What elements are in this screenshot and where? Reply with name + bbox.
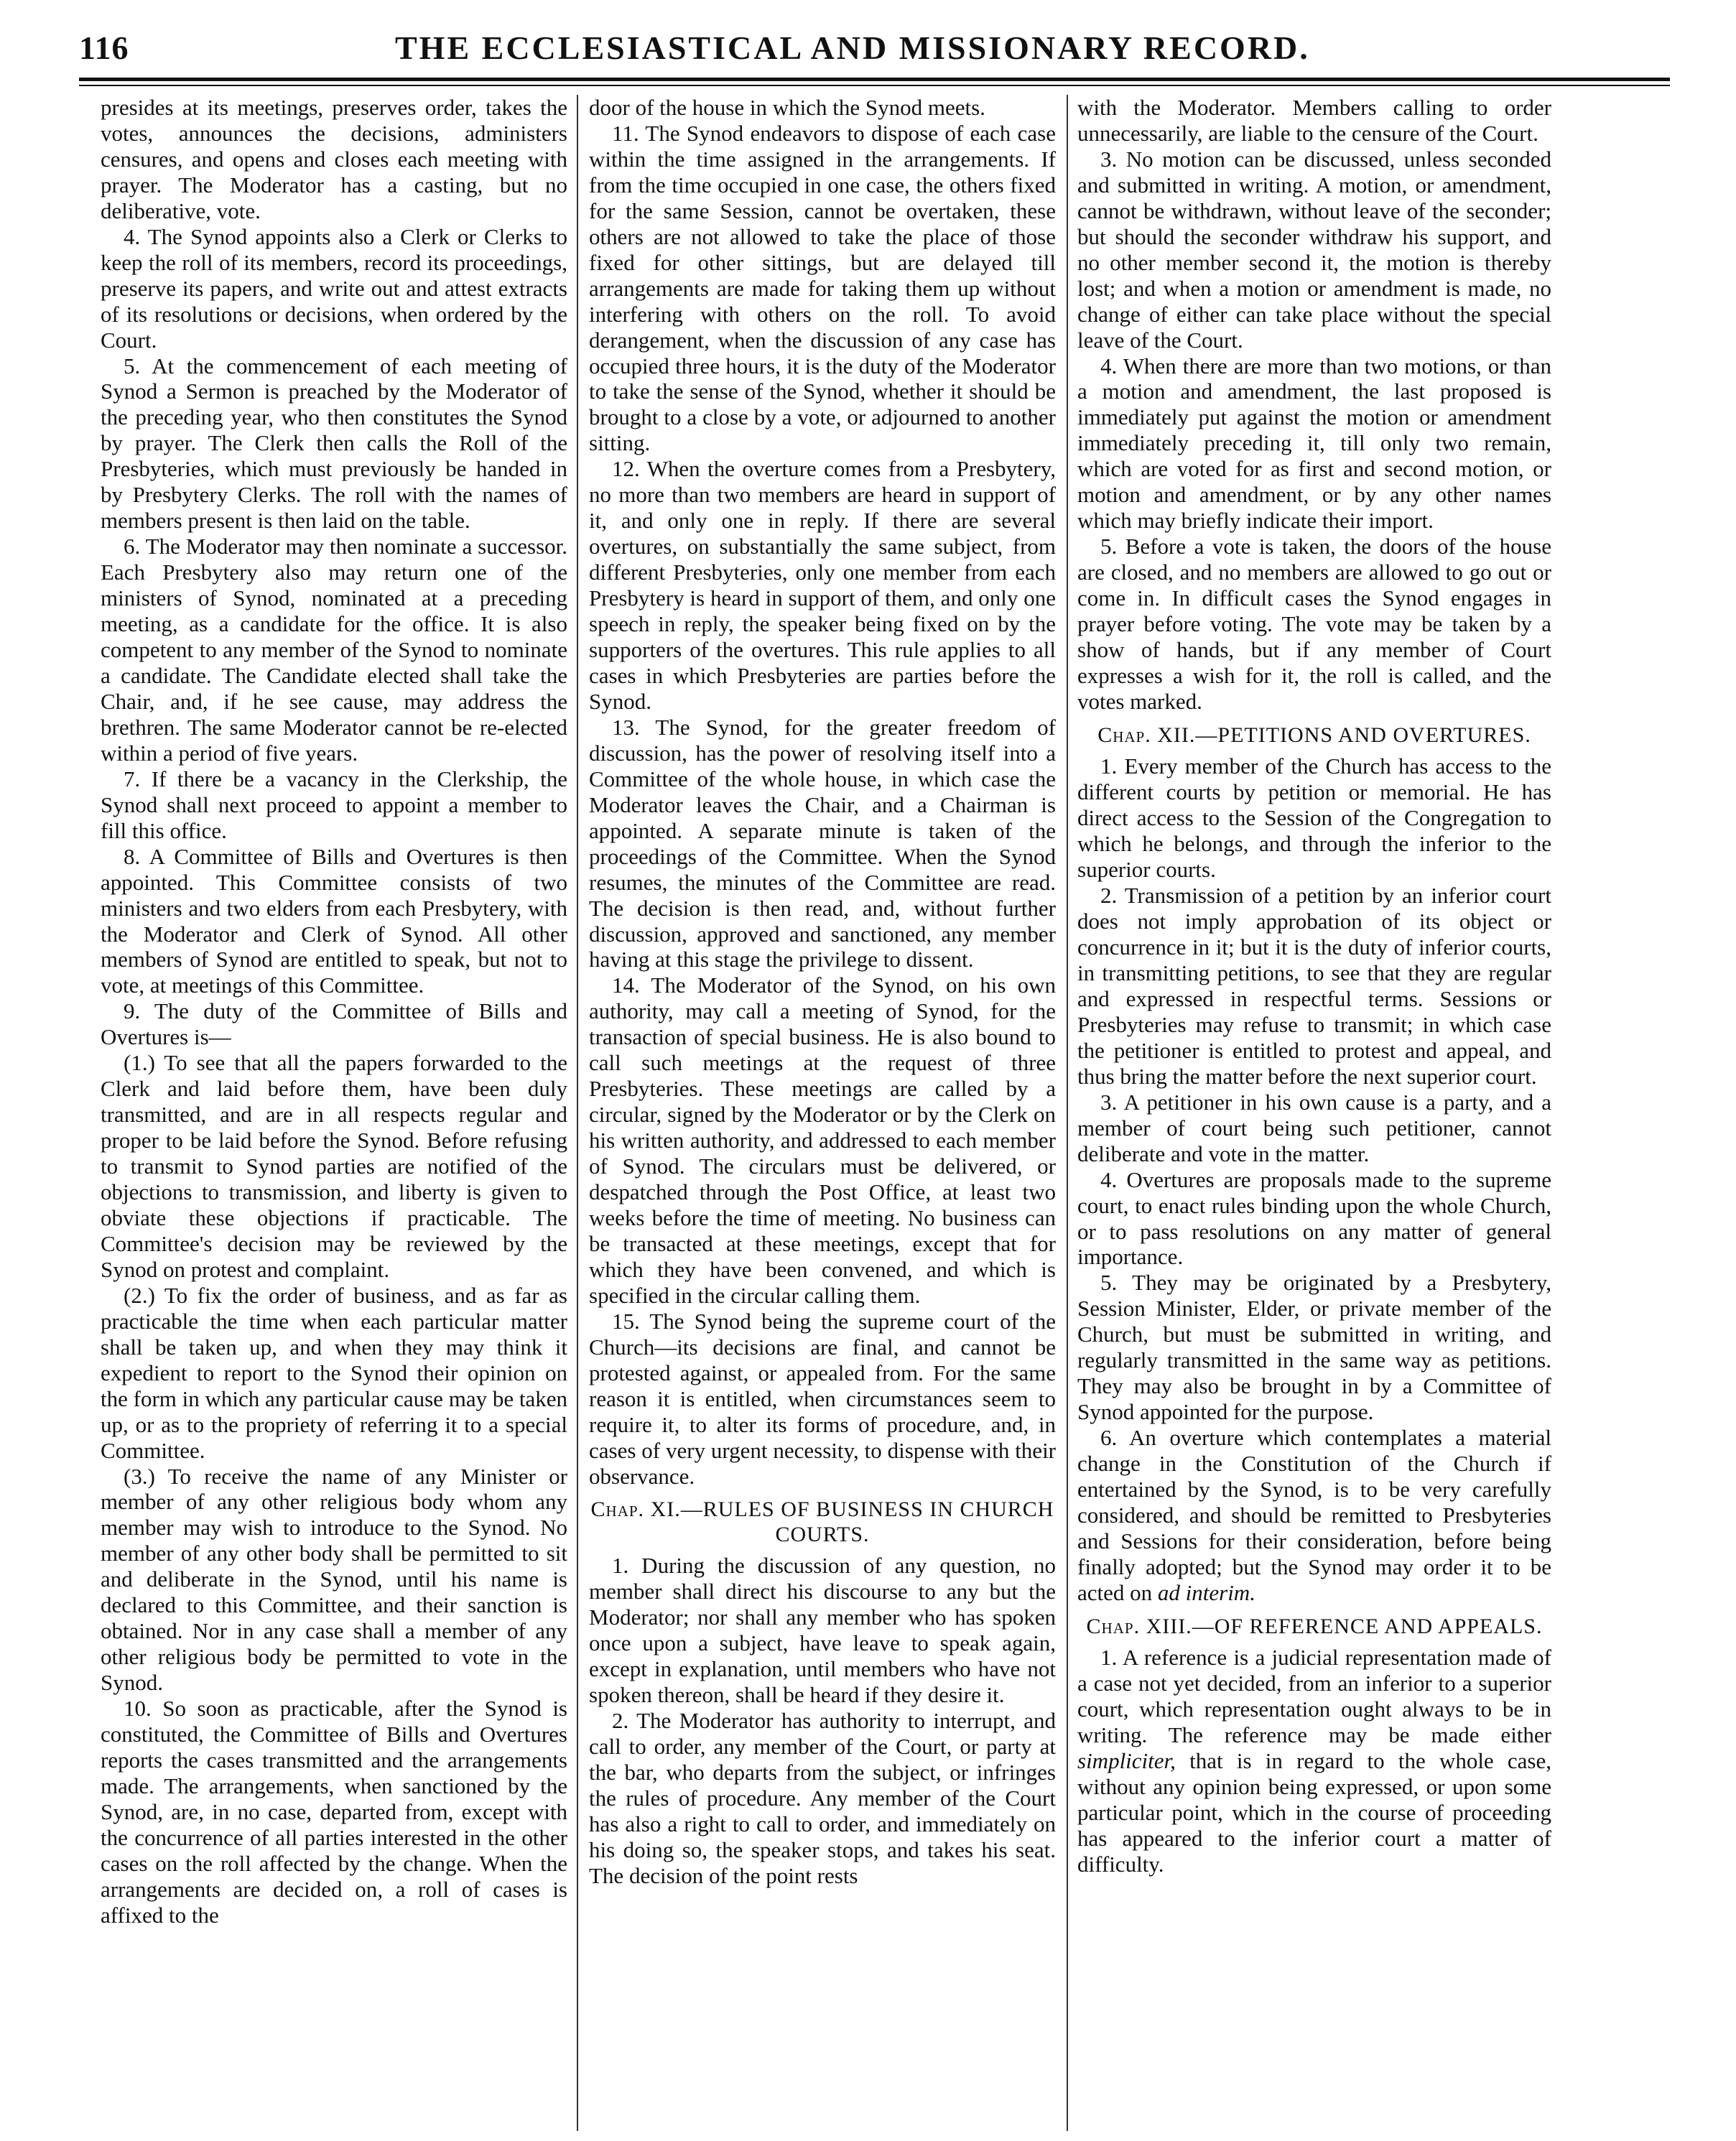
page-number: 116 (79, 29, 129, 66)
chapter-heading (1077, 1615, 1551, 1640)
chapter-label: Chap. XI. (590, 1497, 681, 1522)
paragraph: 4. When there are more than two motions, or than a motion and amendment, the last proposed is immediately put against the motion or amendment immediately preceding it, till only two remain, which are voted for as first and second motion, or motion and amendment, or by any other names which may briefly indicate their import. (1077, 353, 1551, 534)
column-divider (1067, 95, 1068, 2131)
paragraph: 2. Transmission of a petition by an inferior court does not imply approbation of its object or concurrence in it; but it is the duty of inferior courts, in transmitting petitions, to see that they are regular and expressed in respectful terms. Sessions or Presbyteries may refuse to transmit; in which case the petitioner is entitled to protest and appeal, and thus bring the matter before the next superior court. (1077, 883, 1551, 1089)
paragraph: 3. A petitioner in his own cause is a party, and a member of court being such petitioner, cannot deliberate and vote in the matter. (1077, 1089, 1551, 1166)
paragraph: 9. The duty of the Committee of Bills and Overtures is— (101, 998, 567, 1050)
chapter-title: —PETITIONS AND OVERTURES. (1195, 723, 1531, 747)
paragraph: 1. Every member of the Church has access to the different courts by petition or memorial. He has direct access to the Session of the Congregation to which he belongs, and through the inferior to the superior courts. (1077, 753, 1551, 883)
paragraph: door of the house in which the Synod meets. (589, 95, 985, 120)
paragraph: (3.) To receive the name of any Minister or member of any other religious body whom any member may wish to introduce to the Synod. No member of any other body shall be permitted to sit and deliberate in the Synod, until his name is declared to this Committee, and their sanction is obtained. Nor in any case shall a member of any other religious body be permitted to vote in the Synod. (101, 1463, 567, 1696)
paragraph: 2. The Moderator has authority to interrupt, and call to order, any member of the Court, or party at the bar, who departs from the subject, or infringes the rules of procedure. Any member of the Court has also a right to call to order, and immediately on his doing so, the speaker stops, and takes his seat. The decision of the point rests (589, 1708, 1056, 1888)
paragraph: 5. They may be originated by a Presbytery, Session Minister, Elder, or private member of the Church, but must be submitted in writing, and regularly transmitted in the same way as petitions. They may also be brought in by a Committee of Synod appointed for the purpose. (1077, 1270, 1551, 1425)
chapter-heading (589, 1497, 1056, 1547)
paragraph: 5. At the commencement of each meeting of Synod a Sermon is preached by the Moderator of the preceding year, who then constitutes the Synod by prayer. The Clerk then calls the Roll of the Presbyteries, which must previously be handed in by Presbytery Clerks. The roll with the names of members present is then laid on the table. (101, 353, 567, 534)
header-rule-thin (79, 85, 1670, 86)
text-column-right (1077, 95, 1551, 2131)
paragraph: 15. The Synod being the supreme court of the Church—its decisions are final, and cannot be protested against, or appealed from. For the same reason it is entitled, when circumstances seem to require it, to alter its forms of procedure, and, in cases of very urgent necessity, to dispense with their observance. (589, 1308, 1056, 1489)
paragraph-text: 6. An overture which contemplates a material change in the Constitution of the Church if entertained by the Synod, is to be very carefully considered, and should be remitted to Presbyteries and Sessions for their consideration, before being finally adopted; but the Synod may order it to be acted on (1077, 1425, 1551, 1605)
header-rule-thick (79, 78, 1670, 81)
paragraph-text: 1. A reference is a judicial representation made of a case not yet decided, from an inferior to a superior court, which representation ought always to be in writing. The reference may be made either (1077, 1645, 1551, 1748)
paragraph: 10. So soon as practicable, after the Synod is constituted, the Committee of Bills and Overtures reports the cases transmitted and the arrangements made. The arrangements, when sanctioned by the Synod, are, in no case, departed from, except with the concurrence of all parties interested in the other cases on the roll affected by the change. When the arrangements are decided on, a roll of cases is affixed to the (101, 1696, 567, 1928)
chapter-label: Chap. XIII. (1086, 1614, 1192, 1638)
italic-term: ad interim. (1157, 1579, 1255, 1605)
chapter-title: —RULES OF BUSINESS IN CHURCH COURTS. (680, 1497, 1054, 1546)
paragraph: presides at its meetings, preserves order, takes the votes, announces the decisions, administers censures, and opens and closes each meeting with prayer. The Moderator has a casting, but no deliberative, vote. (101, 95, 567, 223)
paragraph: 1. During the discussion of any question, no member shall direct his discourse to any but the Moderator; nor shall any member who has spoken once upon a subject, have leave to speak again, except in explanation, until members who have not spoken thereon, shall be heard if they desire it. (589, 1553, 1056, 1708)
paragraph: 4. The Synod appoints also a Clerk or Clerks to keep the roll of its members, record its proceedings, preserve its papers, and write out and attest extracts of its resolutions or decisions, when ordered by the Court. (101, 223, 567, 353)
paragraph: 3. No motion can be discussed, unless seconded and submitted in writing. A motion, or amendment, cannot be withdrawn, without leave of the seconder; but should the seconder withdraw his support, and no other member second it, the motion is thereby lost; and when a motion or amendment is made, no change of either can take place without the special leave of the Court. (1077, 146, 1551, 353)
paragraph: 13. The Synod, for the greater freedom of discussion, has the power of resolving itself into a Committee of the whole house, in which case the Moderator leaves the Chair, and a Chairman is appointed. A separate minute is taken of the proceedings of the Committee. When the Synod resumes, the minutes of the Committee are read. The decision is then read, and, without further discussion, approved and sanctioned, any member having at this stage the privilege to dissent. (589, 714, 1056, 972)
paragraph: 7. If there be a vacancy in the Clerkship, the Synod shall next proceed to appoint a member to fill this office. (101, 766, 567, 843)
paragraph: (2.) To fix the order of business, and as far as practicable the time when each particular matter shall be taken up, and when they may think it expedient to report to the Synod their opinion on the form in which any particular cause may be taken up, or as to the propriety of referring it to a special Committee. (101, 1282, 567, 1463)
paragraph: 14. The Moderator of the Synod, on his own authority, may call a meeting of Synod, for the transaction of special business. He is also bound to call such meetings at the request of three Presbyteries. These meetings are called by a circular, signed by the Moderator or by the Clerk on his written authority, and addressed to each member of Synod. The circulars must be delivered, or despatched through the Post Office, at least two weeks before the time of meeting. No business can be transacted at these meetings, except that for which they have been convened, and which is specified in the circular calling them. (589, 972, 1056, 1308)
page-header (79, 29, 1670, 72)
paragraph: 5. Before a vote is taken, the doors of the house are closed, and no members are allowed to go out or come in. In difficult cases the Synod engages in prayer before voting. The vote may be taken by a show of hands, but if any member of Court expresses a wish for it, the roll is called, and the votes marked. (1077, 534, 1551, 714)
paragraph (1077, 1645, 1551, 1877)
italic-term: simpliciter, (1077, 1748, 1176, 1774)
text-column-left (101, 95, 567, 2131)
paragraph: (1.) To see that all the papers forwarded to the Clerk and laid before them, have been duly transmitted, and are in all respects regular and proper to be laid before the Synod. Before refusing to transmit to Synod parties are notified of the objections to transmission, and liberty is given to obviate these objections if practicable. The Committee's decision may be reviewed by the Synod on protest and complaint. (101, 1050, 567, 1282)
chapter-label: Chap. XII. (1097, 723, 1196, 747)
paragraph (1077, 1425, 1551, 1606)
paragraph-text: that is in regard to the whole case, without any opinion being expressed, or upon some particular point, which in the course of proceeding has appeared to the inferior court a matter of difficulty. (1077, 1748, 1551, 1877)
paragraph: 8. A Committee of Bills and Overtures is then appointed. This Committee consists of two ministers and two elders from each Presbytery, with the Moderator and Clerk of Synod. All other members of Synod are entitled to speak, but not to vote, at meetings of this Committee. (101, 843, 567, 998)
chapter-title: —OF REFERENCE AND APPEALS. (1192, 1614, 1543, 1638)
chapter-heading (1077, 723, 1551, 748)
paragraph: 12. When the overture comes from a Presbytery, no more than two members are heard in support of it, and only one in reply. If there are several overtures, on substantially the same subject, from different Presbyteries, only one member from each Presbytery is heard in support of them, and only one speech in reply, the speaker being fixed on by the supporters of the overtures. This rule applies to all cases in which Presbyteries are parties before the Synod. (589, 456, 1056, 714)
paragraph: with the Moderator. Members calling to order unnecessarily, are liable to the censure of the Court. (1077, 95, 1551, 146)
paragraph: 6. The Moderator may then nominate a successor. Each Presbytery also may return one of the ministers of Synod, nominated at a preceding meeting, as a candidate for the office. It is also competent to any member of the Synod to nominate a candidate. The Candidate elected shall take the Chair, and, if he see cause, may address the brethren. The same Moderator cannot be re-elected within a period of five years. (101, 534, 567, 766)
running-title: THE ECCLESIASTICAL AND MISSIONARY RECORD. (395, 29, 1310, 66)
paragraph: 4. Overtures are proposals made to the supreme court, to enact rules binding upon the whole Church, or to pass resolutions on any matter of general importance. (1077, 1166, 1551, 1270)
text-column-middle (589, 95, 1056, 2131)
column-divider (577, 95, 578, 2131)
paragraph: 11. The Synod endeavors to dispose of each case within the time assigned in the arrangements. If from the time occupied in one case, the others fixed for the same Session, cannot be overtaken, these others are not allowed to take the place of those fixed for other sittings, but are delayed till arrangements are made for taking them up without interfering with others on the roll. To avoid derangement, when the discussion of any case has occupied three hours, it is the duty of the Moderator to take the sense of the Synod, whether it should be brought to a close by a vote, or adjourned to another sitting. (589, 120, 1056, 456)
